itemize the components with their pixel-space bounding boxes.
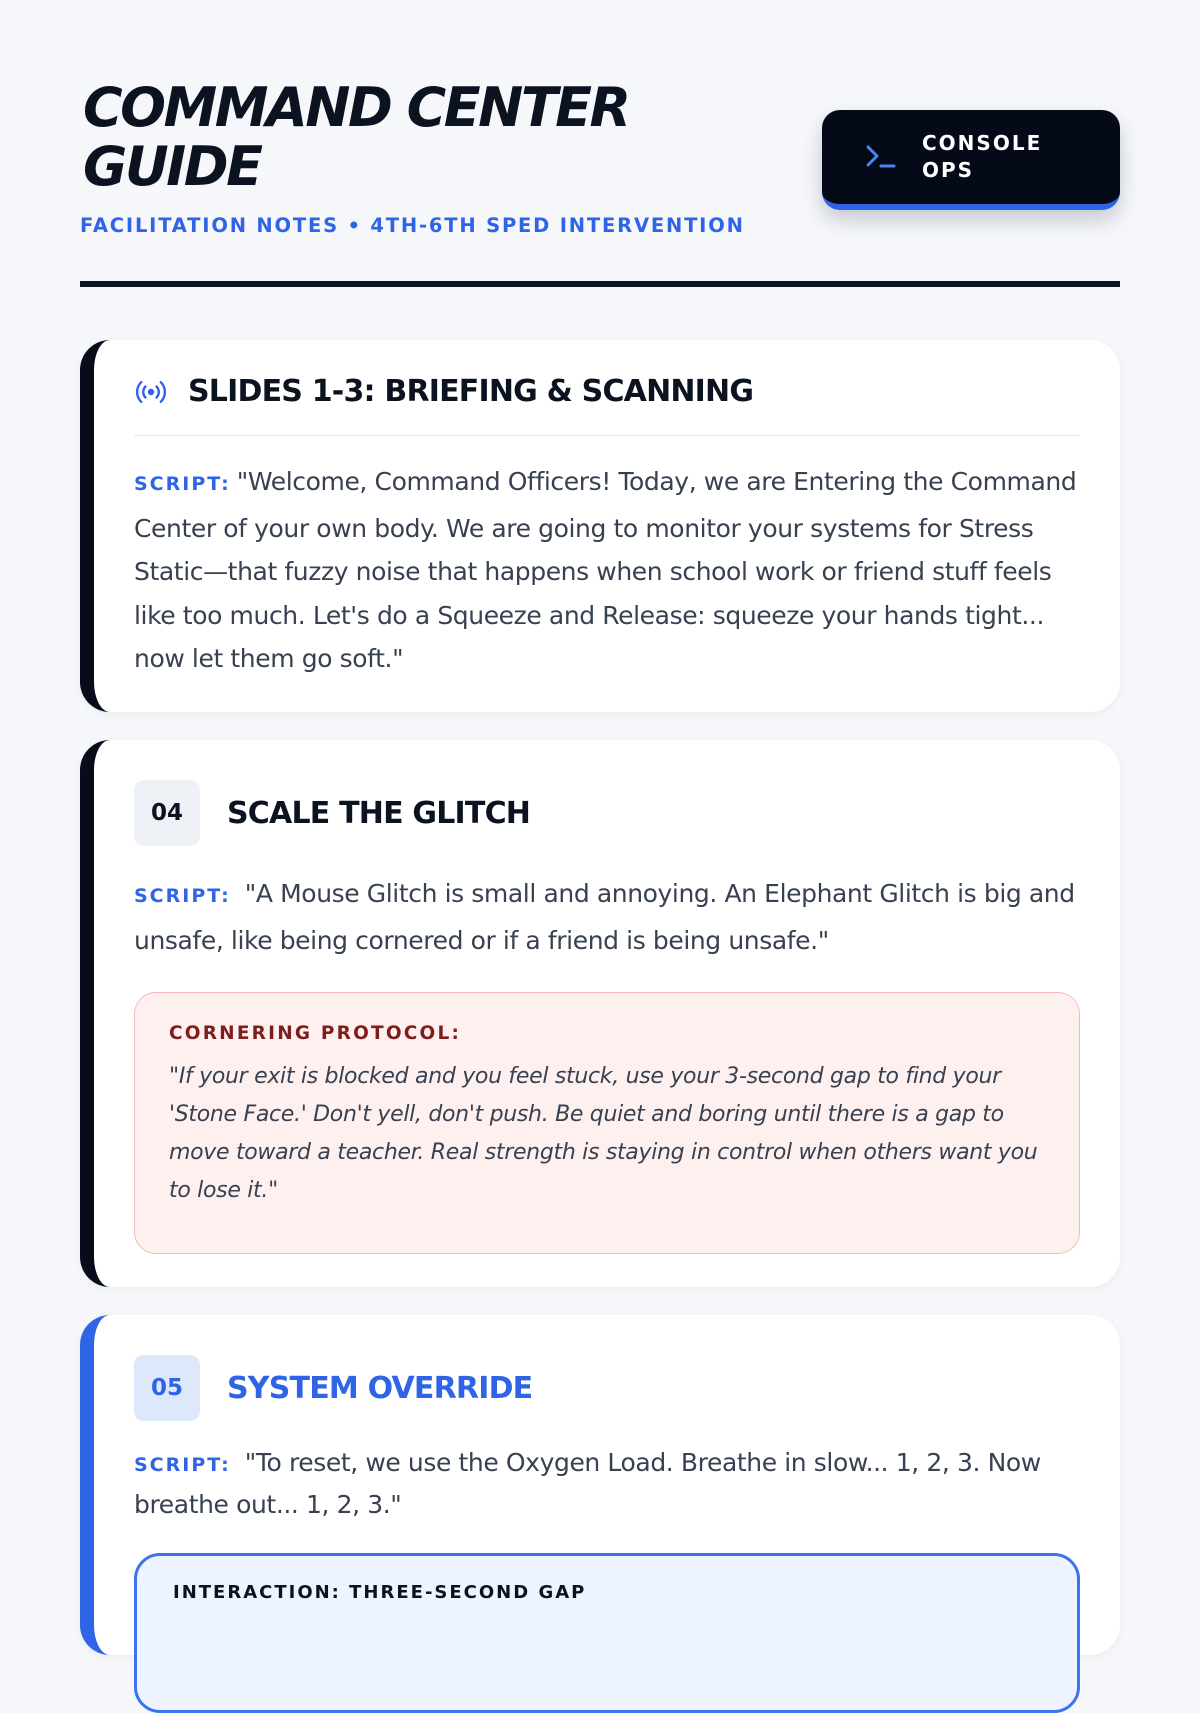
callout-label: CORNERING PROTOCOL: bbox=[169, 1023, 462, 1044]
section-card-scale-the-glitch bbox=[80, 740, 1120, 1287]
console-ops-label: CONSOLE OPS bbox=[922, 131, 1043, 182]
console-ops-button[interactable] bbox=[822, 110, 1120, 210]
interaction-callout bbox=[134, 1553, 1080, 1713]
section-card-system-override bbox=[80, 1315, 1120, 1655]
cornering-protocol-callout bbox=[134, 992, 1080, 1254]
terminal-icon bbox=[864, 140, 898, 174]
section-header bbox=[134, 1355, 1080, 1421]
section-header bbox=[134, 348, 1080, 436]
section-title: SLIDES 1-3: BRIEFING & SCANNING bbox=[188, 374, 754, 409]
page-header bbox=[80, 0, 1120, 290]
script-text: "To reset, we use the Oxygen Load. Breathe in slow... 1, 2, 3. Now breathe out... 1, 2, 3." bbox=[134, 1448, 1041, 1519]
script-text: "A Mouse Glitch is small and annoying. An Elephant Glitch is big and unsafe, like being cornered or if a friend is being unsafe." bbox=[134, 879, 1075, 955]
page-title: COMMAND CENTER GUIDE bbox=[83, 76, 629, 198]
section-number-badge: 05 bbox=[134, 1355, 200, 1421]
section-script bbox=[134, 872, 1080, 962]
page-subtitle: FACILITATION NOTES • 4TH-6TH SPED INTERVENTION bbox=[80, 214, 745, 237]
section-title: SCALE THE GLITCH bbox=[227, 795, 531, 831]
section-header bbox=[134, 780, 1080, 846]
section-script bbox=[134, 460, 1080, 681]
section-title: SYSTEM OVERRIDE bbox=[227, 1370, 533, 1406]
header-divider bbox=[80, 281, 1120, 287]
broadcast-icon bbox=[134, 375, 168, 409]
script-label: SCRIPT: bbox=[134, 885, 231, 907]
section-number-badge: 04 bbox=[134, 780, 200, 846]
callout-label: INTERACTION: THREE-SECOND GAP bbox=[173, 1582, 587, 1603]
script-label: SCRIPT: bbox=[134, 473, 231, 495]
callout-text: "If your exit is blocked and you feel stuck, use your 3-second gap to find your 'Stone Face.' Don't yell, don't push. Be quiet and boring until there is a gap to move toward a teacher. Real strength is staying in control when others want you to lose it." bbox=[169, 1064, 1038, 1203]
section-card-briefing bbox=[80, 340, 1120, 712]
script-label: SCRIPT: bbox=[134, 1454, 231, 1476]
script-text: "Welcome, Command Officers! Today, we are Entering the Command Center of your own body. We are going to monitor your systems for Stress Static—that fuzzy noise that happens when school work or friend stuff feels like too much. Let's do a Squeeze and Release: squeeze your hands tight... now let them go soft." bbox=[134, 467, 1077, 673]
section-script bbox=[134, 1443, 1080, 1525]
